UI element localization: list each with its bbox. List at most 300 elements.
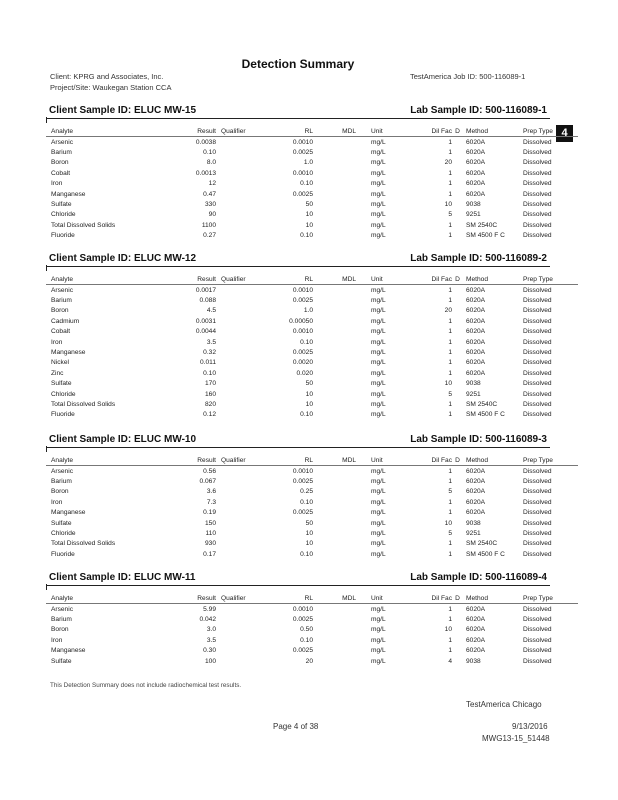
project-site: Project/Site: Waukegan Station CCA — [50, 83, 172, 92]
table-row — [46, 306, 578, 316]
table-row — [46, 399, 578, 409]
cell-unit: mg/L — [371, 349, 386, 357]
table-header-row — [46, 274, 578, 285]
cell-result: 0.30 — [203, 647, 216, 655]
cell-result: 0.56 — [203, 467, 216, 475]
column-header-d: D — [452, 593, 463, 604]
cell-rl: 50 — [305, 380, 313, 388]
cell-rl: 10 — [305, 540, 313, 548]
cell-result: 0.27 — [203, 232, 216, 240]
cell-method: 6020A — [466, 369, 486, 377]
cell-result: 0.12 — [203, 411, 216, 419]
cell-d — [452, 399, 463, 409]
cell-qualifier — [216, 179, 259, 189]
cell-analyte: Arsenic — [51, 138, 73, 146]
cell-qualifier — [216, 347, 259, 357]
cell-dil-fac: 4 — [448, 657, 452, 665]
cell-unit: mg/L — [371, 232, 386, 240]
column-header-rl: RL — [259, 455, 313, 466]
cell-mdl — [313, 518, 356, 528]
cell-result: 0.0038 — [195, 138, 216, 146]
cell-mdl — [313, 604, 356, 615]
cell-unit: mg/L — [371, 478, 386, 486]
cell-result: 3.5 — [206, 338, 216, 346]
table-row — [46, 199, 578, 209]
cell-method: 9251 — [466, 530, 481, 538]
detection-table — [46, 274, 578, 420]
column-header-dil-fac: Dil Fac — [417, 593, 452, 604]
table-row — [46, 220, 578, 230]
cell-qualifier — [216, 147, 259, 157]
cell-qualifier — [216, 528, 259, 538]
cell-result: 3.0 — [206, 626, 216, 634]
client-sample-id: Client Sample ID: ELUC MW-10 — [49, 434, 197, 445]
footnote: This Detection Summary does not include radiochemical test results. — [50, 682, 242, 689]
cell-mdl — [313, 487, 356, 497]
cell-analyte: Manganese — [51, 349, 86, 357]
cell-method: 6020A — [466, 190, 486, 198]
cell-rl: 20 — [305, 657, 313, 665]
cell-rl: 0.0010 — [292, 605, 313, 613]
cell-rl: 10 — [305, 530, 313, 538]
cell-dil-fac: 1 — [448, 286, 452, 294]
cell-analyte: Boron — [51, 626, 69, 634]
cell-mdl — [313, 316, 356, 326]
table-row — [46, 466, 578, 477]
cell-unit: mg/L — [371, 221, 386, 229]
column-header-unit: Unit — [356, 593, 417, 604]
page-title: Detection Summary — [241, 57, 355, 71]
column-header-unit: Unit — [356, 126, 417, 137]
cell-analyte: Chloride — [51, 390, 76, 398]
cell-prep-type: Dissolved — [523, 317, 552, 325]
cell-qualifier — [216, 327, 259, 337]
cell-prep-type: Dissolved — [523, 159, 552, 167]
cell-mdl — [313, 656, 356, 666]
cell-dil-fac: 1 — [448, 338, 452, 346]
cell-mdl — [313, 625, 356, 635]
cell-qualifier — [216, 389, 259, 399]
cell-prep-type: Dissolved — [523, 657, 552, 665]
cell-analyte: Barium — [51, 478, 72, 486]
cell-result: 930 — [204, 540, 216, 548]
cell-rl: 1.0 — [303, 159, 313, 167]
cell-method: 9251 — [466, 211, 481, 219]
cell-method: SM 2540C — [466, 221, 498, 229]
cell-rl: 0.00050 — [289, 317, 313, 325]
cell-method: 6020A — [466, 328, 486, 336]
cell-analyte: Chloride — [51, 530, 76, 538]
cell-prep-type: Dissolved — [523, 488, 552, 496]
table-row — [46, 368, 578, 378]
table-row — [46, 656, 578, 666]
cell-method: 6020A — [466, 338, 486, 346]
cell-unit: mg/L — [371, 530, 386, 538]
section-header — [46, 572, 550, 586]
cell-prep-type: Dissolved — [523, 411, 552, 419]
cell-rl: 0.10 — [300, 338, 313, 346]
cell-rl: 0.0025 — [292, 297, 313, 305]
cell-d — [452, 337, 463, 347]
table-row — [46, 539, 578, 549]
cell-mdl — [313, 220, 356, 230]
cell-prep-type: Dissolved — [523, 190, 552, 198]
cell-d — [452, 656, 463, 666]
cell-d — [452, 625, 463, 635]
cell-analyte: Arsenic — [51, 286, 73, 294]
cell-mdl — [313, 646, 356, 656]
cell-prep-type: Dissolved — [523, 467, 552, 475]
table-row — [46, 347, 578, 357]
cell-mdl — [313, 168, 356, 178]
detection-table — [46, 126, 578, 241]
cell-d — [452, 179, 463, 189]
section-tab-badge: 4 — [556, 125, 573, 142]
cell-unit: mg/L — [371, 286, 386, 294]
section-divider — [46, 266, 550, 267]
cell-dil-fac: 1 — [448, 317, 452, 325]
cell-qualifier — [216, 295, 259, 305]
cell-analyte: Fluoride — [51, 411, 75, 419]
cell-method: 9038 — [466, 380, 481, 388]
cell-method: 6020A — [466, 478, 486, 486]
cell-unit: mg/L — [371, 390, 386, 398]
cell-analyte: Manganese — [51, 509, 86, 517]
cell-rl: 0.0010 — [292, 467, 313, 475]
sample-section — [46, 105, 553, 241]
cell-method: 6020A — [466, 286, 486, 294]
cell-prep-type: Dissolved — [523, 540, 552, 548]
cell-unit: mg/L — [371, 190, 386, 198]
cell-prep-type: Dissolved — [523, 509, 552, 517]
cell-method: 6020A — [466, 149, 486, 157]
column-header-analyte: Analyte — [46, 593, 171, 604]
client-name: Client: KPRG and Associates, Inc. — [50, 72, 164, 81]
cell-rl: 0.0025 — [292, 478, 313, 486]
cell-prep-type: Dissolved — [523, 307, 552, 315]
cell-rl: 0.10 — [300, 636, 313, 644]
cell-rl: 0.10 — [300, 232, 313, 240]
cell-qualifier — [216, 487, 259, 497]
cell-unit: mg/L — [371, 297, 386, 305]
table-row — [46, 549, 578, 559]
column-header-unit: Unit — [356, 455, 417, 466]
cell-d — [452, 137, 463, 148]
cell-qualifier — [216, 399, 259, 409]
cell-prep-type: Dissolved — [523, 180, 552, 188]
cell-analyte: Cadmium — [51, 317, 80, 325]
cell-qualifier — [216, 625, 259, 635]
column-header-prep-type: Prep Type — [523, 274, 578, 285]
cell-prep-type: Dissolved — [523, 211, 552, 219]
cell-prep-type: Dissolved — [523, 286, 552, 294]
cell-method: 6020A — [466, 359, 486, 367]
cell-method: 6020A — [466, 498, 486, 506]
cell-mdl — [313, 549, 356, 559]
cell-rl: 0.0025 — [292, 349, 313, 357]
column-header-dil-fac: Dil Fac — [417, 126, 452, 137]
cell-analyte: Sulfate — [51, 657, 72, 665]
cell-analyte: Iron — [51, 636, 63, 644]
cell-analyte: Arsenic — [51, 605, 73, 613]
column-header-qualifier: Qualifier — [216, 593, 259, 604]
cell-unit: mg/L — [371, 307, 386, 315]
cell-result: 0.19 — [203, 509, 216, 517]
table-row — [46, 179, 578, 189]
cell-prep-type: Dissolved — [523, 519, 552, 527]
cell-analyte: Sulfate — [51, 201, 72, 209]
cell-prep-type: Dissolved — [523, 380, 552, 388]
cell-method: 6020A — [466, 509, 486, 517]
cell-method: 6020A — [466, 169, 486, 177]
cell-rl: 0.25 — [300, 488, 313, 496]
cell-dil-fac: 10 — [444, 380, 452, 388]
cell-mdl — [313, 539, 356, 549]
cell-rl: 1.0 — [303, 307, 313, 315]
cell-qualifier — [216, 199, 259, 209]
cell-unit: mg/L — [371, 636, 386, 644]
cell-method: SM 4500 F C — [466, 411, 505, 419]
section-divider-tick — [46, 265, 47, 271]
cell-qualifier — [216, 189, 259, 199]
cell-prep-type: Dissolved — [523, 232, 552, 240]
cell-d — [452, 316, 463, 326]
lab-sample-id: Lab Sample ID: 500-116089-4 — [410, 572, 547, 583]
cell-d — [452, 358, 463, 368]
section-header — [46, 434, 550, 448]
cell-unit: mg/L — [371, 540, 386, 548]
cell-qualifier — [216, 635, 259, 645]
cell-d — [452, 646, 463, 656]
cell-analyte: Iron — [51, 180, 63, 188]
column-header-mdl: MDL — [313, 126, 356, 137]
cell-mdl — [313, 199, 356, 209]
table-row — [46, 295, 578, 305]
footer-date: 9/13/2016 — [512, 722, 548, 731]
cell-dil-fac: 1 — [448, 138, 452, 146]
cell-d — [452, 635, 463, 645]
cell-rl: 0.0025 — [292, 149, 313, 157]
column-header-qualifier: Qualifier — [216, 274, 259, 285]
cell-result: 0.088 — [199, 297, 216, 305]
column-header-dil-fac: Dil Fac — [417, 274, 452, 285]
cell-d — [452, 189, 463, 199]
table-row — [46, 231, 578, 241]
cell-unit: mg/L — [371, 605, 386, 613]
table-row — [46, 528, 578, 538]
lab-sample-id: Lab Sample ID: 500-116089-3 — [410, 434, 547, 445]
cell-result: 150 — [204, 519, 216, 527]
cell-prep-type: Dissolved — [523, 605, 552, 613]
cell-analyte: Total Dissolved Solids — [51, 400, 116, 408]
cell-prep-type: Dissolved — [523, 338, 552, 346]
cell-dil-fac: 1 — [448, 190, 452, 198]
table-header-row — [46, 455, 578, 466]
cell-qualifier — [216, 368, 259, 378]
cell-unit: mg/L — [371, 519, 386, 527]
cell-mdl — [313, 476, 356, 486]
table-row — [46, 646, 578, 656]
cell-unit: mg/L — [371, 138, 386, 146]
cell-result: 0.011 — [199, 359, 216, 367]
cell-method: SM 4500 F C — [466, 550, 505, 558]
cell-analyte: Barium — [51, 149, 72, 157]
cell-analyte: Sulfate — [51, 380, 72, 388]
cell-result: 160 — [204, 390, 216, 398]
cell-dil-fac: 10 — [444, 201, 452, 209]
cell-qualifier — [216, 604, 259, 615]
cell-prep-type: Dissolved — [523, 149, 552, 157]
cell-dil-fac: 1 — [448, 232, 452, 240]
cell-qualifier — [216, 220, 259, 230]
cell-mdl — [313, 137, 356, 148]
cell-method: 6020A — [466, 488, 486, 496]
cell-method: 6020A — [466, 138, 486, 146]
cell-rl: 0.0025 — [292, 190, 313, 198]
cell-method: SM 2540C — [466, 400, 498, 408]
cell-result: 0.042 — [199, 616, 216, 624]
cell-qualifier — [216, 210, 259, 220]
cell-unit: mg/L — [371, 647, 386, 655]
cell-prep-type: Dissolved — [523, 169, 552, 177]
cell-analyte: Chloride — [51, 211, 76, 219]
cell-dil-fac: 1 — [448, 297, 452, 305]
cell-method: SM 2540C — [466, 540, 498, 548]
cell-unit: mg/L — [371, 328, 386, 336]
job-id: TestAmerica Job ID: 500-116089-1 — [410, 72, 526, 81]
section-header — [46, 253, 550, 267]
cell-d — [452, 347, 463, 357]
cell-qualifier — [216, 337, 259, 347]
sample-section — [46, 253, 553, 420]
cell-dil-fac: 5 — [448, 390, 452, 398]
table-row — [46, 147, 578, 157]
cell-rl: 0.0010 — [292, 286, 313, 294]
cell-prep-type: Dissolved — [523, 498, 552, 506]
column-header-result: Result — [171, 455, 216, 466]
cell-unit: mg/L — [371, 467, 386, 475]
table-row — [46, 508, 578, 518]
cell-dil-fac: 1 — [448, 149, 452, 157]
cell-rl: 0.0010 — [292, 169, 313, 177]
cell-qualifier — [216, 358, 259, 368]
cell-prep-type: Dissolved — [523, 297, 552, 305]
cell-mdl — [313, 337, 356, 347]
cell-prep-type: Dissolved — [523, 328, 552, 336]
cell-qualifier — [216, 158, 259, 168]
cell-unit: mg/L — [371, 509, 386, 517]
column-header-rl: RL — [259, 126, 313, 137]
section-divider — [46, 447, 550, 448]
table-row — [46, 410, 578, 420]
cell-method: 9038 — [466, 519, 481, 527]
section-divider — [46, 585, 550, 586]
cell-prep-type: Dissolved — [523, 349, 552, 357]
column-header-analyte: Analyte — [46, 274, 171, 285]
cell-mdl — [313, 614, 356, 624]
cell-d — [452, 368, 463, 378]
cell-unit: mg/L — [371, 338, 386, 346]
cell-d — [452, 614, 463, 624]
cell-method: 9251 — [466, 390, 481, 398]
column-header-analyte: Analyte — [46, 126, 171, 137]
sample-section — [46, 572, 553, 666]
cell-unit: mg/L — [371, 626, 386, 634]
cell-qualifier — [216, 466, 259, 477]
cell-prep-type: Dissolved — [523, 636, 552, 644]
cell-dil-fac: 1 — [448, 328, 452, 336]
cell-analyte: Boron — [51, 488, 69, 496]
cell-result: 8.0 — [206, 159, 216, 167]
cell-d — [452, 306, 463, 316]
table-row — [46, 487, 578, 497]
column-header-rl: RL — [259, 274, 313, 285]
cell-dil-fac: 10 — [444, 626, 452, 634]
cell-prep-type: Dissolved — [523, 221, 552, 229]
cell-d — [452, 168, 463, 178]
cell-method: 9038 — [466, 201, 481, 209]
cell-d — [452, 518, 463, 528]
column-header-prep-type: Prep Type — [523, 455, 578, 466]
cell-rl: 0.0025 — [292, 647, 313, 655]
cell-result: 110 — [205, 530, 216, 538]
cell-d — [452, 158, 463, 168]
cell-dil-fac: 1 — [448, 616, 452, 624]
column-header-prep-type: Prep Type — [523, 126, 578, 137]
cell-d — [452, 210, 463, 220]
cell-qualifier — [216, 410, 259, 420]
cell-prep-type: Dissolved — [523, 390, 552, 398]
cell-analyte: Cobalt — [51, 328, 71, 336]
cell-unit: mg/L — [371, 149, 386, 157]
section-divider — [46, 118, 550, 119]
table-header-row — [46, 593, 578, 604]
cell-analyte: Sulfate — [51, 519, 72, 527]
cell-rl: 0.10 — [300, 180, 313, 188]
cell-result: 4.5 — [206, 307, 216, 315]
cell-mdl — [313, 508, 356, 518]
cell-result: 7.3 — [206, 498, 216, 506]
column-header-method: Method — [463, 274, 523, 285]
cell-result: 12 — [208, 180, 216, 188]
cell-dil-fac: 20 — [444, 307, 452, 315]
cell-result: 0.32 — [203, 349, 216, 357]
cell-method: 6020A — [466, 159, 486, 167]
cell-unit: mg/L — [371, 180, 386, 188]
cell-mdl — [313, 347, 356, 357]
cell-rl: 0.50 — [300, 626, 313, 634]
cell-method: 9038 — [466, 657, 481, 665]
cell-unit: mg/L — [371, 550, 386, 558]
section-divider-tick — [46, 446, 47, 452]
table-row — [46, 316, 578, 326]
column-header-method: Method — [463, 126, 523, 137]
cell-rl: 0.020 — [296, 369, 313, 377]
table-row — [46, 389, 578, 399]
cell-result: 170 — [204, 380, 216, 388]
cell-qualifier — [216, 539, 259, 549]
cell-method: 6020A — [466, 467, 486, 475]
cell-mdl — [313, 379, 356, 389]
cell-analyte: Nickel — [51, 359, 69, 367]
table-row — [46, 604, 578, 615]
cell-dil-fac: 1 — [448, 550, 452, 558]
cell-qualifier — [216, 137, 259, 148]
table-row — [46, 358, 578, 368]
cell-method: SM 4500 F C — [466, 232, 505, 240]
cell-unit: mg/L — [371, 488, 386, 496]
cell-unit: mg/L — [371, 211, 386, 219]
